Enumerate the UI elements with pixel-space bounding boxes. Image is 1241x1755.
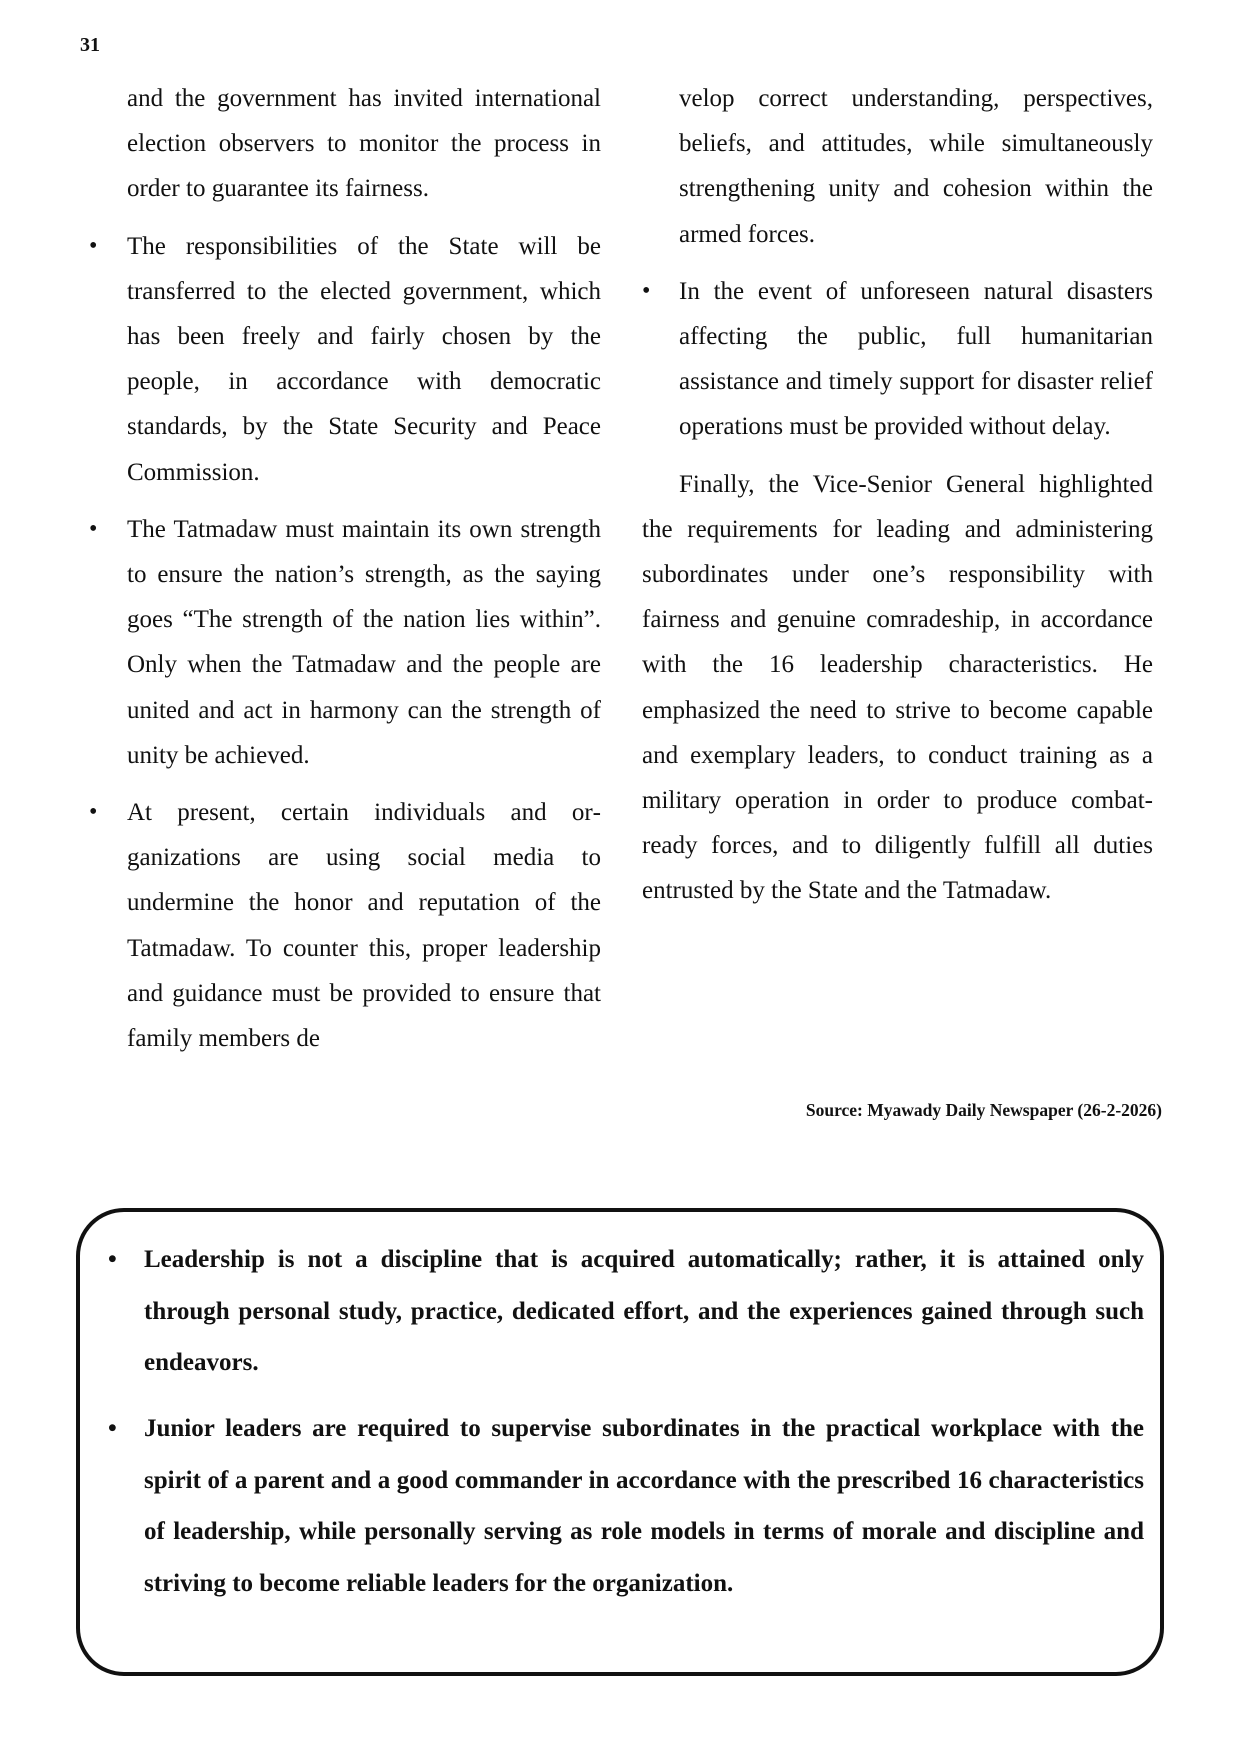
right-column <box>642 76 1153 926</box>
highlight-bullet: • Leadership is not a discipline that is acquired automatically; rather, it is attained only through personal study, practice, dedicated effort, and the experiences gained through such endeavors. <box>144 1234 1144 1389</box>
highlight-bullet: • Junior leaders are required to supervise subordinates in the practical workplace with the spirit of a parent and a good commander in accordance with the prescribed 16 characteristics of leadership, while personally serving as role models in terms of morale and discipline and striving to become reliable leaders for the organization. <box>144 1403 1144 1609</box>
page-number: 31 <box>80 34 100 56</box>
left-column <box>127 76 601 1073</box>
closing-paragraph: Finally, the Vice-Senior General highlighted the requirements for leading and administering subordinates under one’s responsibility with fairness and genuine comradeship, in accordance with the 16 leadership characteristics. He emphasized the need to strive to become capable and exemplary leaders, to conduct training as a military operation in order to produce combat-ready forces, and to diligently fulfill all duties entrusted by the State and the Tatmadaw. <box>642 470 1153 905</box>
bullet-item: • The Tatmadaw must maintain its own strength to ensure the nation’s strength, as the saying goes “The strength of the nation lies within”. Only when the Tatmadaw and the people are united and act in harmony can the strength of unity be achieved. <box>127 507 601 778</box>
bullet-item: • In the event of unforeseen natural disasters affecting the public, full humanitarian assistance and timely support for disaster relief operations must be provided without delay. <box>679 269 1153 450</box>
highlight-box <box>76 1208 1164 1676</box>
bullet-item: • At present, certain individuals and organizations are using social media to undermine the honor and reputation of the Tatmadaw. To counter this, proper leadership and guidance must be provided to ensure that family members de <box>127 790 601 1061</box>
continuation-paragraph: velop correct understanding, perspectives, beliefs, and attitudes, while simultaneously strengthening unity and cohesion within the armed forces. <box>679 85 1153 248</box>
continuation-paragraph: and the government has invited international election observers to monitor the process in order to guarantee its fairness. <box>127 85 601 203</box>
source-citation: Source: Myawady Daily Newspaper (26-2-2026) <box>805 1100 1162 1120</box>
bullet-item: • The responsibilities of the State will be transferred to the elected government, which has been freely and fairly chosen by the people, in accordance with democratic standards, by the State Security and Peace Commission. <box>127 224 601 495</box>
